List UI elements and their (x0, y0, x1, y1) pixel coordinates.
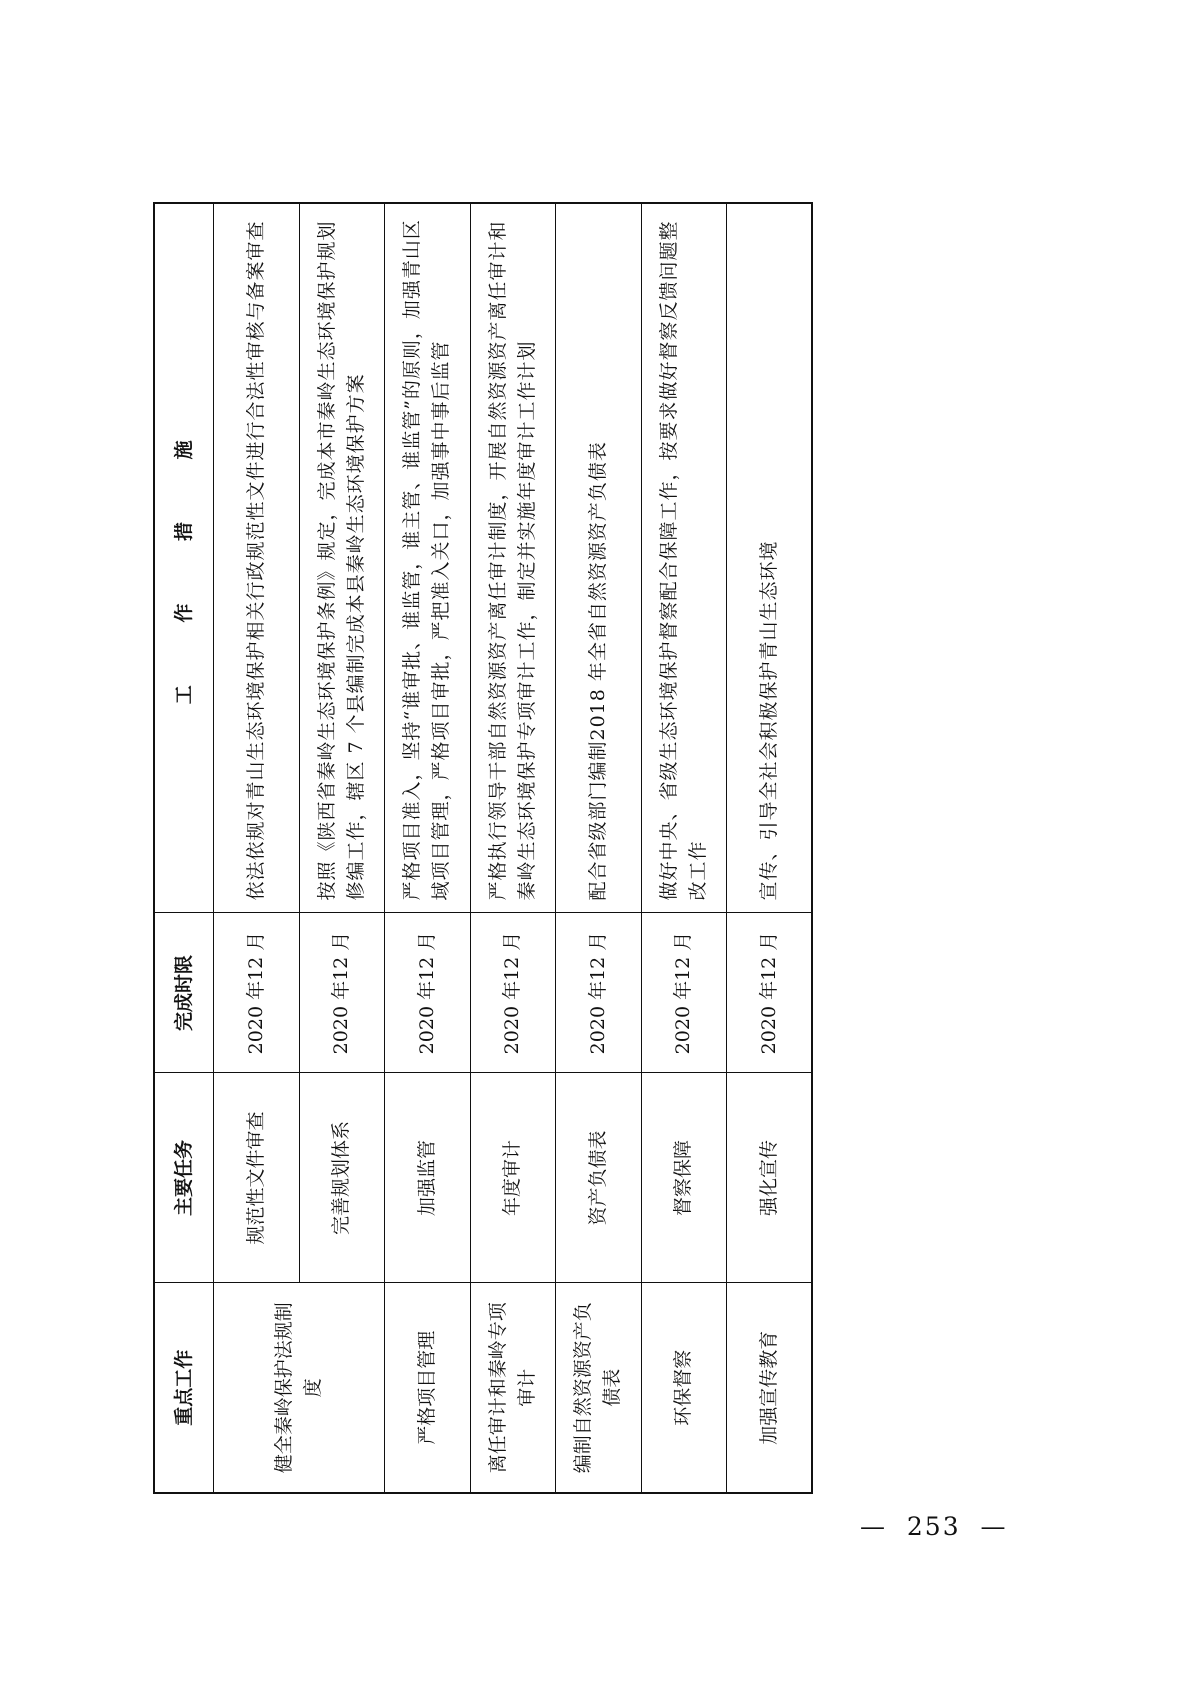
header-main-task: 主要任务 (154, 1073, 214, 1283)
page-number: — 253 — (860, 1512, 1008, 1541)
deadline-cell: 2020 年12 月 (641, 913, 727, 1073)
table-header-row (154, 203, 214, 1493)
deadline-cell: 2020 年12 月 (727, 913, 813, 1073)
key-work-cell: 环保督察 (641, 1283, 727, 1493)
task-cell: 督察保障 (641, 1073, 727, 1283)
key-work-cell: 严格项目管理 (385, 1283, 471, 1493)
deadline-cell: 2020 年12 月 (214, 913, 300, 1073)
measures-cell: 做好中央、省级生态环境保护督察配合保障工作，按要求做好督察反馈问题整改工作 (641, 203, 727, 913)
table-row (385, 203, 471, 1493)
key-work-cell: 健全秦岭保护法规制度 (214, 1283, 385, 1493)
task-cell: 年度审计 (470, 1073, 556, 1283)
work-plan-table-rotated (153, 204, 813, 1494)
task-cell: 规范性文件审查 (214, 1073, 300, 1283)
deadline-cell: 2020 年12 月 (556, 913, 642, 1073)
table-row (470, 203, 556, 1493)
deadline-cell: 2020 年12 月 (299, 913, 385, 1073)
task-cell: 加强监管 (385, 1073, 471, 1283)
table-row (727, 203, 813, 1493)
measures-cell: 按照《陕西省秦岭生态环境保护条例》规定，完成本市秦岭生态环境保护规划修编工作，辖区 7 个县编制完成本县秦岭生态环境保护方案 (299, 203, 385, 913)
deadline-cell: 2020 年12 月 (470, 913, 556, 1073)
key-work-cell: 加强宣传教育 (727, 1283, 813, 1493)
header-deadline: 完成时限 (154, 913, 214, 1073)
key-work-cell: 离任审计和秦岭专项审计 (470, 1283, 556, 1493)
key-work-cell: 编制自然资源资产负债表 (556, 1283, 642, 1493)
task-cell: 资产负债表 (556, 1073, 642, 1283)
header-key-work: 重点工作 (154, 1283, 214, 1493)
measures-cell: 依法依规对青山生态环境保护相关行政规范性文件进行合法性审核与备案审查 (214, 203, 300, 913)
measures-cell: 严格执行领导干部自然资源资产离任审计制度，开展自然资源资产离任审计和秦岭生态环境保护专项审计工作，制定并实施年度审计工作计划 (470, 203, 556, 913)
measures-cell: 配合省级部门编制2018 年全省自然资源资产负债表 (556, 203, 642, 913)
task-cell: 完善规划体系 (299, 1073, 385, 1283)
deadline-cell: 2020 年12 月 (385, 913, 471, 1073)
task-cell: 强化宣传 (727, 1073, 813, 1283)
table-row (556, 203, 642, 1493)
measures-cell: 严格项目准入，坚持“谁审批、谁监管，谁主管、谁监管”的原则，加强青山区域项目管理，严格项目审批，严把准入关口，加强事中事后监管 (385, 203, 471, 913)
table-row (214, 203, 300, 1493)
work-plan-table (153, 202, 813, 1494)
header-measures: 工 作 措 施 (154, 203, 214, 913)
table-row (641, 203, 727, 1493)
measures-cell: 宣传、引导全社会积极保护青山生态环境 (727, 203, 813, 913)
